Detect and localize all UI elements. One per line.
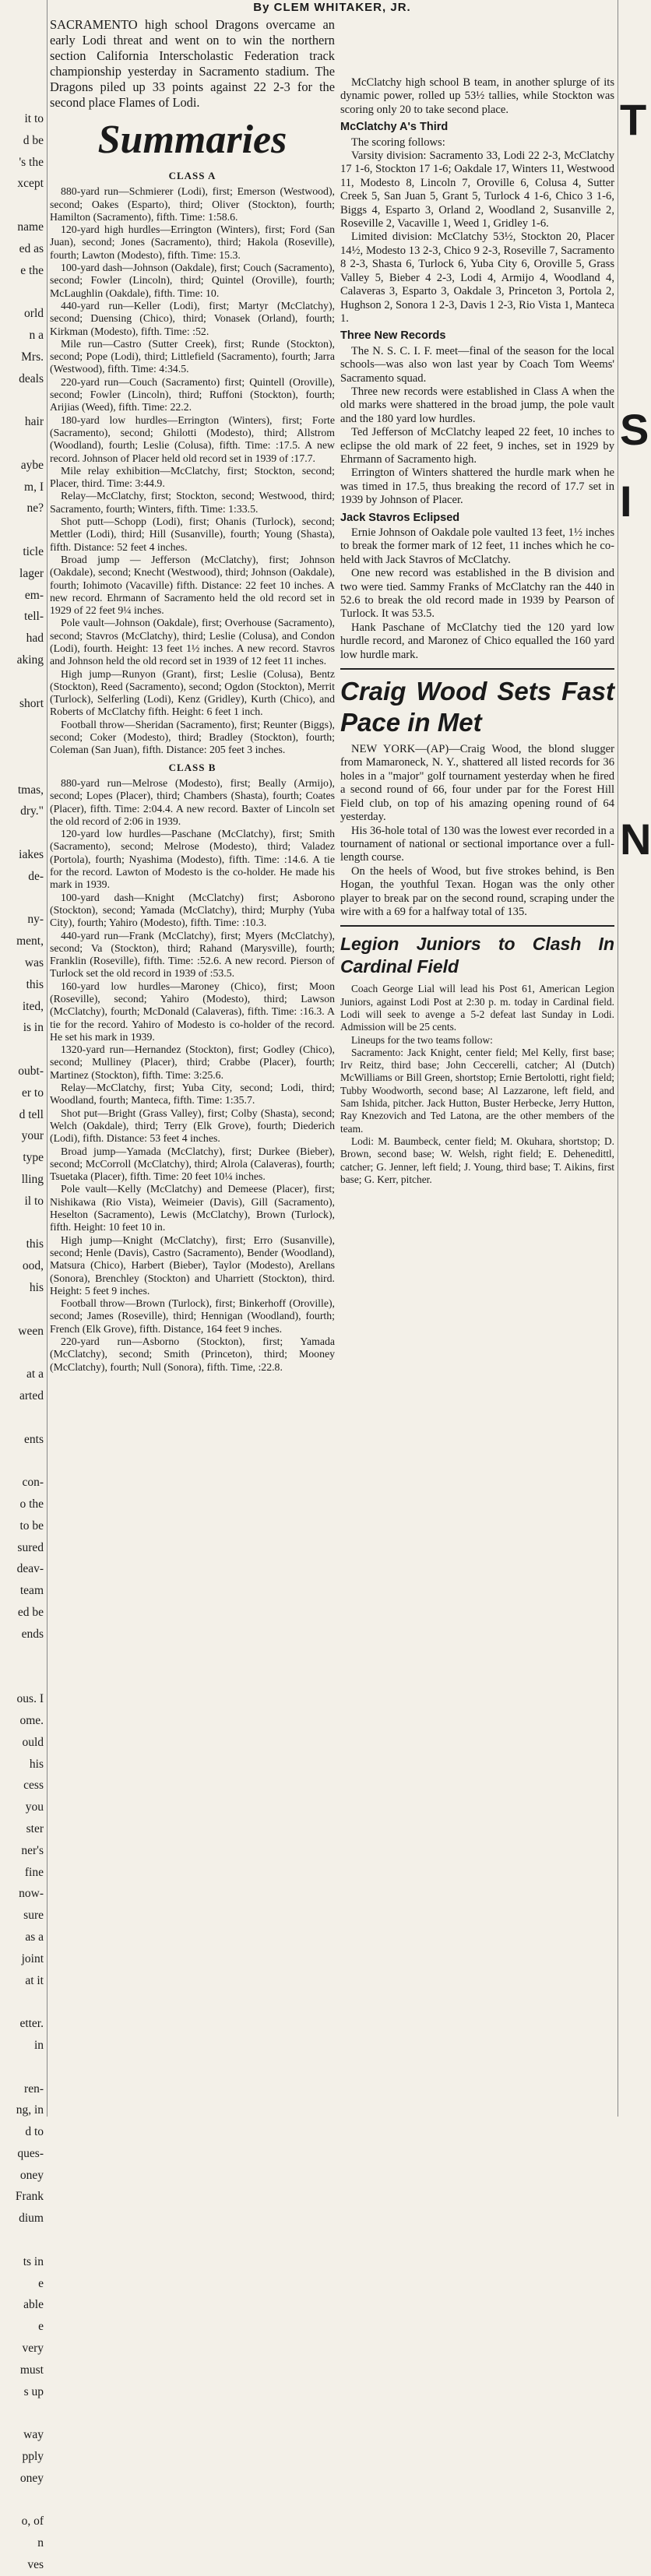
edge-fragment: oney [19,2168,44,2182]
edge-fragment [618,621,639,635]
edge-fragment [618,56,639,70]
edge-fragment: deals [19,371,44,385]
edge-fragment: joint [21,1951,44,1965]
edge-fragment: ts in [23,2254,44,2268]
edge-fragment: his [29,1281,44,1295]
records-subhead: Three New Records [340,329,446,343]
paragraph: Lineups for the two teams follow: [351,1033,493,1046]
edge-fragment: 's the [19,155,44,169]
edge-fragment [0,2402,47,2424]
result-entry: 440-yard run—Keller (Lodi), first; Martyr (McClatchy), second; Duensing (Chico), third; Vonasek (Orland), fourth; Kirkman (Modesto), fifth. Time: :52. [50,299,335,337]
edge-fragment: you [25,1800,44,1814]
edge-fragment [618,607,639,621]
class-b-heading: CLASS B [168,761,216,773]
edge-fragment [0,888,47,910]
edge-fragment [618,380,639,394]
paragraph: The N. S. C. I. F. meet—final of the season for the local schools—was also won last year by Coach Tom Weems' Sacramento squad. [340,344,614,385]
edge-fragment [618,268,639,282]
paragraph: Lodi: M. Baumbeck, center field; M. Okuhara, shortstop; D. Brown, second base; W. Welsh, right field; E. Dehenedittl, catcher; G. Jenner, left field; J. Young, third base; T. Aikins, first base; G. Kerr, pitcher. [340,1135,614,1185]
edge-fragment [0,822,47,844]
edge-fragment [0,1450,47,1472]
edge-fragment: type [23,1151,44,1165]
edge-fragment [618,184,639,198]
edge-fragment: e the [20,263,44,277]
edge-fragment: em- [24,588,44,602]
legion-article [340,983,614,1186]
edge-fragment [618,212,639,226]
edge-fragment: d be [23,133,44,147]
edge-fragment: ment, [16,934,44,948]
edge-fragment [618,889,639,903]
left-column-fragment [0,0,48,2572]
edge-fragment [618,663,639,677]
result-entry: High jump—Knight (McClatchy), first; Erro (Susanville), second; Henle (Davis), Castro (Sacramento), Bender (Woodland), Matsura (Chico), Harbert (Bieber), Taylor (Modesto), Arellans (Sonora), Brenchley (Stockton) and Uharriett (Stockton), third. Height: 5 feet 9 inches. [50,1233,335,1297]
edge-fragment [618,282,639,296]
edge-fragment: team [19,1584,44,1598]
result-entry: 440-yard run—Frank (McClatchy), first; Myers (McClatchy), second; Va (Stockton), third; Rahand (Marysville), fourth; Franklin (Roseville), fifth. Time: :52.6. A new record. Pierson of Turlock set the old record in 1939 of :53.5. [50,929,335,980]
edge-fragment [0,22,47,44]
second-column [340,17,614,2115]
edge-fragment [618,748,639,762]
edge-fragment: orld [24,307,44,321]
records-section [340,345,614,508]
result-entry: 120-yard low hurdles—Paschane (McClatchy), first; Smith (Sacramento), second; Melrose (Modesto), third; Valadez (Portola), fourth; Nyashima (Modesto), fifth. Time: :14.6. A tie for the record. Lawton of Modesto is the co-holder. He made his mark in 1939. [50,828,335,891]
edge-fragment [618,324,639,338]
edge-fragment: at a [26,1367,44,1381]
edge-fragment [0,0,47,22]
edge-fragment: ed be [17,1605,44,1619]
result-entry: 120-yard high hurdles—Errington (Winters), first; Ford (San Juan), second; Jones (Sacramento), third; Hakola (Roseville), fourth; Lawton (Modesto), fifth. Time: 15.3. [50,223,335,261]
stavros-section [340,526,614,662]
edge-fragment: m, I [24,480,44,494]
edge-fragment: now- [19,1887,44,1901]
edge-fragment: N [620,815,651,864]
edge-fragment [0,2229,47,2251]
scoring-section [340,136,614,326]
edge-fragment: short [19,696,44,710]
edge-fragment [618,70,639,84]
edge-fragment [618,0,639,14]
edge-fragment: ng, in [16,2103,44,2117]
edge-fragment: fine [24,1865,44,1879]
edge-fragment: this [26,1237,44,1251]
edge-fragment: ould [22,1735,44,1749]
edge-fragment: S [620,405,649,454]
result-entry: Relay—McClatchy, first; Yuba City, second; Lodi, third; Woodland, fourth; Manteca, fifth. Time: 1:35.7. [50,1082,335,1107]
edge-fragment [618,593,639,607]
edge-fragment [618,579,639,593]
edge-fragment: this [26,977,44,991]
edge-fragment: ited, [22,999,44,1013]
wood-headline: Craig Wood Sets Fast Pace in Met [340,677,614,737]
edge-fragment: is in [23,1021,44,1035]
edge-fragment: must [19,2363,44,2377]
edge-fragment [618,254,639,268]
edge-fragment: con- [22,1476,44,1490]
edge-fragment [618,28,639,42]
edge-fragment [618,537,639,551]
edge-fragment: ends [21,1627,44,1641]
edge-fragment [0,433,47,455]
paragraph: Three new records were established in Class A when the old marks were shattered in the broad jump, the pole vault and the 180 yard low hurdles. [340,385,614,425]
edge-fragment [0,86,47,108]
edge-fragment [0,195,47,216]
edge-fragment: ticle [23,544,44,558]
paragraph: The scoring follows: [351,135,445,149]
edge-fragment: cess [23,1779,44,1793]
edge-fragment: e [38,2320,44,2334]
edge-fragment: tell- [24,610,44,624]
edge-fragment: aybe [20,458,44,472]
edge-fragment [618,762,639,776]
edge-fragment: s up [23,2384,44,2398]
edge-fragment: to be [19,1519,44,1533]
result-entry: Broad jump—Yamada (McClatchy), first; Durkee (Bieber), second; McCorroll (McClatchy), third; Alrola (Calaveras), fourth; Tsuetaka (Placer), fifth. Time: 20 feet 10¼ inches. [50,1145,335,1183]
edge-fragment: e [38,2276,44,2290]
edge-fragment: ny- [27,913,44,927]
paragraph: One new record was established in the B division and two were tied. Sammy Franks of McClatchy ran the 440 in 52.6 to break the old record made in 1939 by Pearson of Turlock. It was 53.5. [340,567,614,621]
edge-fragment: name [17,220,44,234]
edge-fragment [0,281,47,303]
edge-fragment [0,44,47,65]
edge-fragment [618,720,639,734]
divider [340,668,614,670]
edge-fragment [618,565,639,579]
edge-fragment [0,758,47,779]
result-entry: 100-yard dash—Johnson (Oakdale), first; Couch (Sacramento), second; Fowler (Lincoln), third; Quintel (Oroville), fourth; McLaughlin (Oakdale), fifth. Time: 10. [50,262,335,299]
edge-fragment [0,1039,47,1061]
edge-fragment: had [26,632,44,646]
edge-fragment [618,296,639,310]
edge-fragment: er to [22,1086,44,1100]
edge-fragment: ween [18,1324,44,1338]
edge-fragment: xcept [17,177,44,191]
edge-fragment: ed as [19,241,44,255]
edge-fragment: o the [19,1497,44,1511]
byline: By CLEM WHITAKER, JR. [253,1,411,14]
edge-fragment: o, of [21,2514,44,2528]
edge-fragment: at it [25,1973,44,1987]
edge-fragment: hair [24,415,44,429]
edge-fragment: ner's [21,1843,44,1857]
edge-fragment [618,226,639,240]
edge-fragment: oubt- [18,1065,44,1079]
edge-fragment [0,1666,47,1688]
edge-fragment [0,714,47,736]
edge-fragment: sured [17,1540,44,1554]
paragraph: Varsity division: Sacramento 33, Lodi 22 2-3, McClatchy 17 1-6, Stockton 17 1-6; Oakdale 17, Winters 11, Westwood 11, Modesto 8, Lincoln 7, Oroville 6, Colusa 4, Sutter Creek 5, San Juan 5, Grant 5, Turlock 4 1-6, Chico 3 1-6, Biggs 4, Esparto 3, Orland 2, Woodland 2, Susanville 2, Roseville 2, Vacaville 1, Weed 1, Gridley 1-6. [340,150,614,231]
edge-fragment: ents [24,1432,44,1446]
result-entry: 100-yard dash—Knight (McClatchy) first; Asborono (Stockton), second; Yamada (McClatchy), third; Murphy (Yuba City), fourth; Yahiro (Modesto), fifth. Time: :10.3. [50,891,335,929]
result-entry: 880-yard run—Schmierer (Lodi), first; Emerson (Westwood), second; Oakes (Esparto), third; Oliver (Stockton), fourth; Hamilton (Sacramento), fifth. Time: 1:58.6. [50,185,335,223]
right-column-fragment [618,0,651,2117]
edge-fragment [618,551,639,565]
edge-fragment: aking [16,653,44,667]
edge-fragment [618,170,639,184]
edge-fragment: it to [24,111,44,125]
main-column [50,17,335,2115]
paragraph: Hank Paschane of McClatchy tied the 120 yard low hurdle record, and Maronez of Chico equalled the 160 yard low hurdle mark. [340,621,614,661]
edge-fragment: sure [23,1909,44,1923]
edge-fragment: Frank [15,2190,44,2204]
edge-fragment: lling [21,1173,44,1187]
edge-fragment: tmas, [17,783,44,797]
b-team-paragraph: McClatchy high school B team, in another splurge of its dynamic power, rolled up 53½ tallies, while Stockton was scoring only 20 to take second place. [340,76,614,116]
edge-fragment: iakes [19,848,44,862]
edge-fragment [0,519,47,541]
lead-paragraph: SACRAMENTO high school Dragons overcame an early Lodi threat and went on to win the northern section California Interscholastic Federation track championship yesterday in Sacramento stadium. The Dragons piled up 33 points against 22 2-3 for the second place Flames of Lodi. [50,17,335,110]
edge-fragment [0,389,47,411]
edge-fragment [0,1991,47,2013]
edge-fragment: Mrs. [21,350,44,364]
class-a-results [50,185,335,756]
result-entry: Shot put—Bright (Grass Valley), first; Colby (Shasta), second; Welch (Oakdale), third; Terry (Elk Grove), fourth; Diederich (Lodi), fifth. Distance: 53 feet 4 inches. [50,1107,335,1145]
result-entry: High jump—Runyon (Grant), first; Leslie (Colusa), Bentz (Stockton), Reed (Sacramento), second; Ogdon (Stockton), Merrit (Turlock), Selferling (Lodi), Kenz (Gridley), Kurth (Chico), and Roberts of McClatchy fifth. Height: 6 feet 1 inch. [50,667,335,718]
edge-fragment [618,692,639,706]
edge-fragment: lager [19,566,44,580]
edge-fragment: de- [28,869,44,883]
class-a-heading: CLASS A [168,170,216,181]
class-b-results [50,777,335,1374]
wood-article [340,743,614,919]
stavros-subhead: Jack Stavros Eclipsed [340,511,460,524]
mcclatchy-subhead: McClatchy A's Third [340,121,449,134]
edge-fragment: d to [25,2125,44,2139]
edge-fragment [618,310,639,324]
result-entry: Pole vault—Johnson (Oakdale), first; Overhouse (Sacramento), second; Stavros (McClatchy), third; Leslie (Colusa), and Condon (Lodi), fourth. Height: 13 feet 1½ inches. A new record. Stavros and Johnson held the old record set in 1939 of 12 feet 11 inches. [50,617,335,667]
edge-fragment: ne? [26,501,44,516]
result-entry: Football throw—Sheridan (Sacramento), first; Reunter (Biggs), second; Coker (Modesto), third; Bradley (Stockton), fourth; Coleman (San Juan), fifth. Distance: 205 feet 3 inches. [50,718,335,756]
edge-fragment: his [29,1757,44,1771]
edge-fragment: able [23,2298,44,2312]
edge-fragment [618,352,639,366]
edge-fragment [0,736,47,758]
edge-fragment [618,677,639,692]
edge-fragment: dium [19,2212,44,2226]
edge-fragment [618,42,639,56]
edge-fragment: way [23,2428,44,2442]
result-entry: Mile run—Castro (Sutter Creek), first; Runde (Stockton), second; Pope (Lodi), third; Littlefield (Sacramento), fourth; Jarra (Westwood), fifth. Time: 4:34.5. [50,337,335,375]
edge-fragment: arted [19,1389,44,1402]
edge-fragment [618,790,639,804]
edge-fragment [0,1212,47,1234]
paragraph: On the heels of Wood, but five strokes behind, is Ben Hogan, the youthful Texan. Hogan was the only other player to break par on the second round, scraping under the wire with a 69 for a halfway total of 135. [340,864,614,918]
edge-fragment [0,2490,47,2511]
edge-fragment [618,198,639,212]
paragraph: Ernie Johnson of Oakdale pole vaulted 13 feet, 1½ inches to break the former mark of 12 feet, 11 inches which he co-held with Jack Stavros of McClatchy. [340,526,614,566]
edge-fragment: etter. [19,2017,44,2031]
edge-fragment [0,1645,47,1667]
divider [340,925,614,927]
result-entry: 880-yard run—Melrose (Modesto), first; Beally (Armijo), second; Lopes (Placer), third; Chambers (Shasta), fourth; Coates (Placer), fifth. Time: 2:04.4. A new record. Baxter of Lincoln set the old record of 2:06 in 1939. [50,776,335,827]
lead-overflow-space [340,17,614,76]
edge-fragment: d tell [19,1107,44,1121]
edge-fragment: ood, [22,1259,44,1273]
result-entry: 220-yard run—Asborno (Stockton), first; Yamada (McClatchy), second; Smith (Princeton), third; Mooney (McClatchy), fourth; Null (Sonora), fifth. Time, :22.8. [50,1336,335,1373]
edge-fragment [618,875,639,889]
edge-fragment [618,14,639,28]
edge-fragment [618,706,639,720]
paragraph: Errington of Winters shattered the hurdle mark when he was timed in 17.5, thus breaking the record of 17.7 set in 1939 by Johnson of Placer. [340,466,614,507]
edge-fragment: dry." [20,804,44,818]
edge-fragment [618,734,639,748]
paragraph: Ted Jefferson of McClatchy leaped 22 feet, 10 inches to eclipse the old mark of 22 feet, 9 inches, set in 1929 by Ehrmann of Sacramento high. [340,426,614,466]
edge-fragment: ves [27,2558,44,2572]
result-entry: 1320-yard run—Hernandez (Stockton), first; Godley (Chico), second; Mulliney (Placer), third; Crabbe (Placer), fourth; Martinez (Stockton), fifth. Time: 3:25.6. [50,1043,335,1081]
edge-fragment: n [37,2536,44,2550]
paragraph: His 36-hole total of 130 was the lowest ever recorded in a tournament of national or sectional importance over a full-length course. [340,824,614,864]
result-entry: 180-yard low hurdles—Errington (Winters), first; Forte (Sacramento), second; Ghilotti (Modesto), third; Allstrom (Woodland), fourth; Leslie (Colusa), fifth. Time: :17.5. A new record. Johnson of Placer held old record set in 1939 of :17.7. [50,413,335,464]
paragraph: Coach George Lial will lead his Post 61, American Legion Juniors, against Lodi Post at 2:30 p. m. today in Cardinal field. Lodi will seek to avenge a 5-2 defeat last Sunday in Lodi. Admission will be 25 cents. [340,983,614,1033]
edge-fragment: ster [26,1821,44,1835]
summaries-title: Summaries [97,118,287,162]
edge-fragment: very [22,2342,44,2356]
edge-fragment [618,776,639,790]
edge-fragment: was [24,956,44,970]
result-entry: 160-yard low hurdles—Maroney (Chico), first; Moon (Roseville), second; Yahiro (Modesto), third; Lawson (McClatchy), fourth; McDonald (Calaveras), fifth. Time: :16.3. A tie for the record. Yahiro of Modesto is co-holder of the record. He set his mark in 1939. [50,980,335,1043]
edge-fragment: n a [29,328,44,342]
edge-fragment: in [33,2038,44,2052]
edge-fragment: il to [24,1194,44,1208]
edge-fragment [0,1299,47,1321]
result-entry: Football throw—Brown (Turlock), first; Binkerhoff (Oroville), second; James (Roseville), third; Hennigan (Woodland), fourth; French (Elk Grove), fifth. Distance, 164 feet 9 inches. [50,1297,335,1335]
edge-fragment [618,240,639,254]
edge-fragment [0,65,47,86]
edge-fragment [618,156,639,170]
paragraph: Limited division: McClatchy 53½, Stockton 20, Placer 14½, Modesto 13 2-3, Chico 9 2-3, Roseville 7, Sacramento 8 2-3, Shasta 6, Turlock 6, Yuba City 6, Oroville 5, Grass Valley 5, Bieber 4 2-3, Lodi 4, Armijo 4, Woodland 4, Calaveras 3, Esparto 3, Oakdale 3, Princeton 3, Portola 2, Hughson 2, Sonora 1 2-3, Davis 1 2-3, Rio Vista 1, Manteca 1. [340,231,614,325]
edge-fragment: deav- [16,1562,44,1576]
result-entry: Pole vault—Kelly (McClatchy) and Demeese (Placer), first; Nishikawa (Rio Vista), Weimeier (Davis), Gill (Sacramento), Heselton (Sacramento), Lewis (McClatchy), Brown (Turlock), fifth. Height: 10 feet 10 in. [50,1183,335,1233]
edge-fragment: your [21,1129,44,1143]
edge-fragment [0,1407,47,1429]
edge-fragment: as a [25,1930,44,1944]
legion-headline: Legion Juniors to Clash In Cardinal Field [340,934,614,977]
edge-fragment: ome. [19,1713,44,1727]
edge-fragment: ous. I [16,1692,44,1706]
edge-fragment [618,635,639,649]
edge-fragment [618,338,639,352]
result-entry: 220-yard run—Couch (Sacramento) first; Quintell (Oroville), second; Fowler (Lincoln), third; Ruffoni (Stockton), fourth; Arijias (Weed), fifth. Time: 22.2. [50,375,335,413]
paragraph: NEW YORK—(AP)—Craig Wood, the blond slugger from Mamaroneck, N. Y., shattered all listed records for 36 holes in a "major" golf tournament yesterday when he fired a second round of 66, four under par for the Forest Hill Field club, on top of his amazing opening round of 64 yesterday. [340,743,614,824]
edge-fragment [0,1342,47,1364]
edge-fragment [0,2057,47,2078]
result-entry: Broad jump — Jefferson (McClatchy), first; Johnson (Oakdale), second; Knecht (Westwood), third; Johnson (Oakdale), fourth; Iohimoto (Vacaville) fifth. Distance: 22 feet 10 inches. A new record. Ehrmann of Sacramento held the old record set in 1929 of 22 feet 9¼ inches. [50,553,335,617]
edge-fragment: T [620,95,647,144]
result-entry: Mile relay exhibition—McClatchy, first; Stockton, second; Placer, third. Time: 3:44.9. [50,464,335,490]
edge-fragment [0,671,47,693]
edge-fragment: oney [19,2471,44,2485]
edge-fragment [618,366,639,380]
result-entry: Relay—McClatchy, first; Stockton, second; Westwood, third; Sacramento, fourth; Winters, fifth. Time: 1:33.5. [50,490,335,515]
edge-fragment: ques- [17,2146,44,2160]
edge-fragment: ren- [24,2082,44,2096]
edge-fragment [618,649,639,663]
edge-fragment: pply [22,2450,44,2464]
result-entry: Shot putt—Schopp (Lodi), first; Ohanis (Turlock), second; Mettler (Lodi), third; Hill (Susanville), fourth; Young (Shasta), fifth. Distance: 52 feet 4 inches. [50,516,335,553]
paragraph: Sacramento: Jack Knight, center field; Mel Kelly, first base; Irv Reitz, third base; John Ceccerelli, catcher; Al (Dutch) McWilliams or Bill Green, shortstop; Ernie Bertolotti, right field; Tubby Woodworth, second base; Al Lazzarone, left field, and Sam Ishida, pitcher. Jack Hutton, Buster Herbecke, Jerry Hutton, Ray Knezovich and Ted Latona, are the other members of the team. [340,1046,614,1135]
edge-fragment: I [620,477,632,526]
